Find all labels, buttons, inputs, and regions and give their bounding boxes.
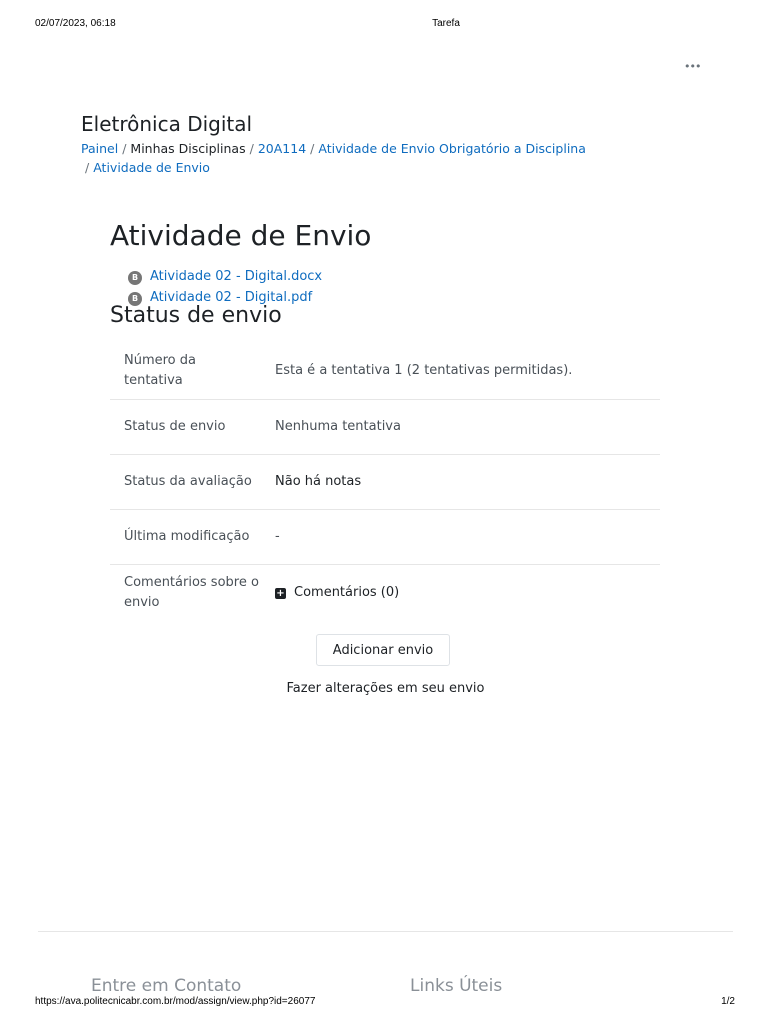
breadcrumb-separator: /	[85, 160, 90, 175]
submission-status-table	[110, 343, 660, 621]
attachment-link-pdf[interactable]: Atividade 02 - Digital.pdf	[150, 290, 313, 305]
submission-status-heading: Status de envio	[110, 303, 282, 328]
breadcrumb-separator: /	[249, 141, 254, 156]
file-icon: B	[128, 271, 142, 285]
file-icon: B	[128, 292, 142, 306]
row-label-text: Número da tentativa	[124, 352, 196, 388]
course-title: Eletrônica Digital	[81, 112, 253, 136]
comments-label: Comentários (0)	[294, 585, 400, 600]
page-title: Atividade de Envio	[110, 219, 372, 252]
breadcrumb-painel[interactable]: Painel	[81, 141, 119, 156]
breadcrumb-current[interactable]: Atividade de Envio	[93, 160, 210, 175]
breadcrumb-separator: /	[122, 141, 127, 156]
table-row	[110, 509, 660, 564]
table-row	[110, 454, 660, 509]
comments-toggle[interactable]	[275, 583, 399, 603]
attachment-item	[128, 266, 322, 287]
print-header	[0, 18, 768, 32]
submission-hint: Fazer alterações em seu envio	[286, 681, 485, 696]
table-row	[110, 399, 660, 454]
breadcrumb-separator: /	[310, 141, 315, 156]
row-label: Status da avaliação	[110, 454, 275, 509]
row-label	[110, 343, 275, 399]
breadcrumb	[81, 139, 621, 177]
attachment-link-docx[interactable]: Atividade 02 - Digital.docx	[150, 269, 323, 284]
attempt-number-value: Esta é a tentativa 1 (2 tentativas permitidas).	[275, 343, 660, 399]
table-row	[110, 564, 660, 621]
breadcrumb-minhas-disciplinas: Minhas Disciplinas	[130, 141, 246, 156]
breadcrumb-course-code[interactable]: 20A114	[257, 141, 307, 156]
footer-divider	[38, 931, 733, 932]
footer-contact-heading: Entre em Contato	[91, 976, 242, 996]
submission-status-value: Nenhuma tentativa	[275, 399, 660, 454]
breadcrumb-section[interactable]: Atividade de Envio Obrigatório a Disciplina	[318, 141, 586, 156]
print-date: 02/07/2023, 06:18	[35, 18, 116, 29]
row-label	[110, 564, 275, 621]
row-label: Última modificação	[110, 509, 275, 564]
row-label-text: Comentários sobre o envio	[124, 574, 259, 610]
attachment-list	[128, 266, 322, 308]
footer-links-heading: Links Úteis	[410, 976, 503, 996]
grading-status-value: Não há notas	[275, 454, 660, 509]
add-submission-button[interactable]: Adicionar envio	[316, 634, 450, 666]
comments-cell	[275, 564, 660, 621]
plus-square-icon: +	[276, 587, 285, 599]
print-url: https://ava.politecnicabr.com.br/mod/assign/view.php?id=26077	[35, 996, 316, 1007]
row-label: Status de envio	[110, 399, 275, 454]
print-page-number: 1/2	[721, 996, 735, 1007]
print-title: Tarefa	[432, 18, 460, 29]
table-row	[110, 343, 660, 399]
more-icon[interactable]: •••	[684, 60, 701, 73]
last-modified-value: -	[275, 509, 660, 564]
